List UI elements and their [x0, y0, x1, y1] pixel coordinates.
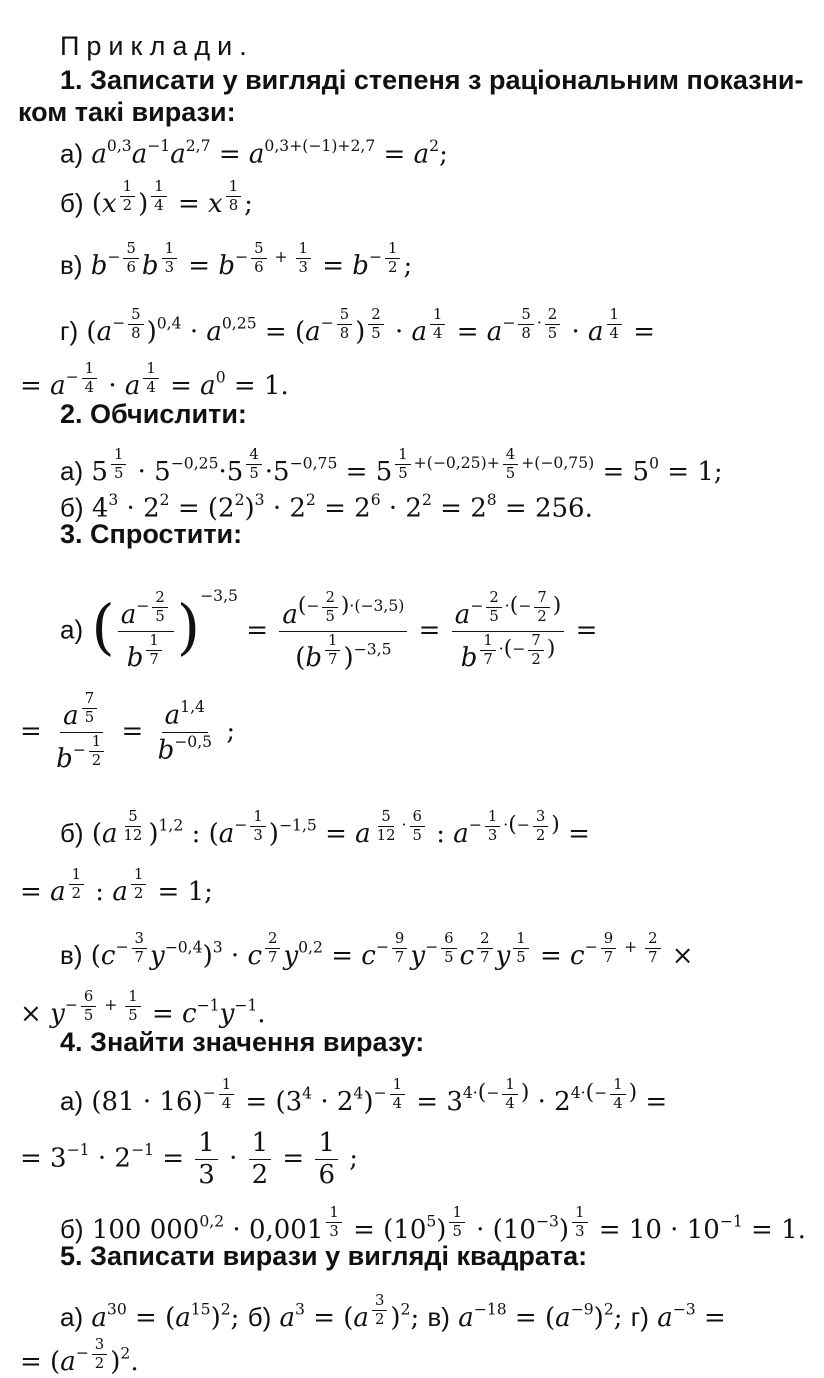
item-label: а)	[60, 1301, 84, 1332]
heading: Приклади.	[60, 31, 254, 61]
ex5-items: а) $a^{30} = (a^{15})^2$; б) $a^3 = (a$ $^{\frac{3}{2}}$ )$^2$; в) $a^{-18} = (a^{-9})^2$; г) $a^{-3}$ =	[60, 1292, 726, 1333]
ex2-a: а) 5 $^{\frac{1}{5}}$ · $5^{-0,25}\cdot 5$ $^{\frac{4}{5}}$ $\cdot 5^{-0,75} = 5$ $^{\frac{1}{5} +(-0,25)+ \frac{4}{5} +(-0,75)} = 5^0 = 1$;	[60, 446, 723, 487]
ex1-a: а) $a^{0,3}a^{-1}a^{2,7} = a^{0,3+(-1)+2,7} = a^2$;	[60, 137, 448, 170]
ex3-b-cont: = a $^{\frac{1}{2}}$ : a $^{\frac{1}{2}}$ = 1;	[20, 866, 213, 907]
ex3-text: Спростити:	[90, 519, 243, 549]
ex3-a-cont: = a $^{\frac{7}{5}}$ $b^{- \frac{1}{2}}$ = $\frac{a^{1,4}}{b^{-0,5}}$ ;	[20, 690, 236, 775]
item-label: б)	[60, 1213, 84, 1244]
item-label: а)	[60, 614, 84, 645]
ex4-text: Знайти значення виразу:	[90, 1027, 425, 1057]
item-label: б)	[247, 1301, 272, 1332]
ex2-title	[0, 398, 824, 430]
item-label: б)	[60, 492, 84, 523]
item-label: б)	[60, 817, 84, 848]
ex1-text: Записати у вигляді степеня з раціональним показни-	[90, 65, 804, 95]
ex1-line2: ком такі вирази:	[18, 97, 236, 127]
ex4-a-cont: = $3^{-1} \cdot 2^{-1}$ = $\frac{1}{3}$ · $\frac{1}{2}$ = $\frac{1}{6}$ ;	[20, 1128, 359, 1191]
item-label: а)	[60, 1085, 84, 1116]
ex4-a: а) $(81 \cdot 16)^{- \frac{1}{4}}$ = $(3^4 \cdot 2^4)^{- \frac{1}{4}}$ = $3^{4\cdot(- \frac{1}{4} )} \cdot 2^{4\cdot(- \frac{1}{4} )}$ =	[60, 1076, 668, 1117]
ex1-line1	[0, 64, 824, 96]
ex5-number: 5.	[60, 1241, 83, 1271]
item-label: в)	[60, 249, 83, 280]
item-label: г)	[630, 1301, 649, 1332]
ex3-c-cont: × $y^{- \frac{6}{5} + \frac{1}{5}}$ = $c^{-1}y^{-1}$.	[20, 988, 266, 1029]
item-label: в)	[60, 939, 83, 970]
ex1-d: г) ($a^{- \frac{5}{8}}$ )$^{0,4} \cdot a^{0,25} = (a^{- \frac{5}{8}}$ ) $^{\frac{2}{5}}$ · a $^{\frac{1}{4}}$ = $a^{- \frac{5}{8} \cdot \frac{2}{5}}$ · a $^{\frac{1}{4}}$ =	[60, 306, 656, 347]
ex1-d-cont: = $a^{- \frac{1}{4}}$ · a $^{\frac{1}{4}}$ = $a^0 = 1$.	[20, 360, 289, 401]
ex4-b: б) 100 $000^{0,2} \cdot 0,001$ $^{\frac{1}{3}}$ = $(10^5)$ $^{\frac{1}{5}}$ · $(10^{-3})$ $^{\frac{1}{3}}$ = $10 \cdot 10^{-1} = 1$.	[60, 1204, 806, 1245]
item-label: б)	[60, 187, 84, 218]
ex3-a: а) ( $a^{- \frac{2}{5}}$ b $^{\frac{1}{7}}$ )$^{-3,5}$ = $a^{(- \frac{2}{5} )\cdot(-3,5)}$ (b $^{\frac{1}{7}}$ )$^{-3,5}$ = $a^{- \frac{2}{5} \cdot(- \frac{7}{2} )}$ b $^{\frac{1}{7} \cdot(- \frac{7}{2} )}$ =	[60, 587, 598, 673]
ex1-number: 1.	[60, 65, 83, 95]
item-label: а)	[60, 138, 84, 169]
ex5-title	[0, 1240, 824, 1272]
ex3-title	[0, 518, 824, 550]
ex3-b: б) (a $^{\frac{5}{12}}$ )$^{1,2}$ : ($a^{- \frac{1}{3}}$ )$^{-1,5}$ = a $^{\frac{5}{12} \cdot \frac{6}{5}}$ : $a^{- \frac{1}{3} \cdot(- \frac{3}{2} )}$ =	[60, 808, 590, 849]
item-label: а)	[60, 455, 84, 486]
ex3-c: в) ($c^{- \frac{3}{7}}$ $y^{-0,4})^3 \cdot c$ $^{\frac{2}{7}}$ $y^{0,2} = c^{- \frac{9}{7}}$ $y^{- \frac{6}{5}}$ c $^{\frac{2}{7}}$ y $^{\frac{1}{5}}$ = $c^{- \frac{9}{7} + \frac{2}{7}}$ ×	[60, 930, 694, 971]
ex1-b: б) (x $^{\frac{1}{2}}$ ) $^{\frac{1}{4}}$ = x $^{\frac{1}{8}}$ ;	[60, 178, 253, 219]
ex5-cont: = ($a^{- \frac{3}{2}}$ )$^2$.	[20, 1336, 139, 1377]
ex2-text: Обчислити:	[90, 399, 247, 429]
ex2-b: б) $4^3 \cdot 2^2 = (2^2)^3 \cdot 2^2 = 2^6 \cdot 2^2 = 2^8 = 256$.	[60, 491, 593, 524]
ex1-c: в) $b^{- \frac{5}{6}}$ b $^{\frac{1}{3}}$ = $b^{- \frac{5}{6} + \frac{1}{3}}$ = $b^{- \frac{1}{2}}$ ;	[60, 240, 413, 281]
ex2-number: 2.	[60, 399, 83, 429]
item-label: г)	[60, 315, 79, 346]
ex3-number: 3.	[60, 519, 83, 549]
ex4-number: 4.	[60, 1027, 83, 1057]
item-label: в)	[427, 1301, 450, 1332]
ex4-title	[0, 1026, 824, 1058]
ex5-text: Записати вирази у вигляді квадрата:	[90, 1241, 588, 1271]
